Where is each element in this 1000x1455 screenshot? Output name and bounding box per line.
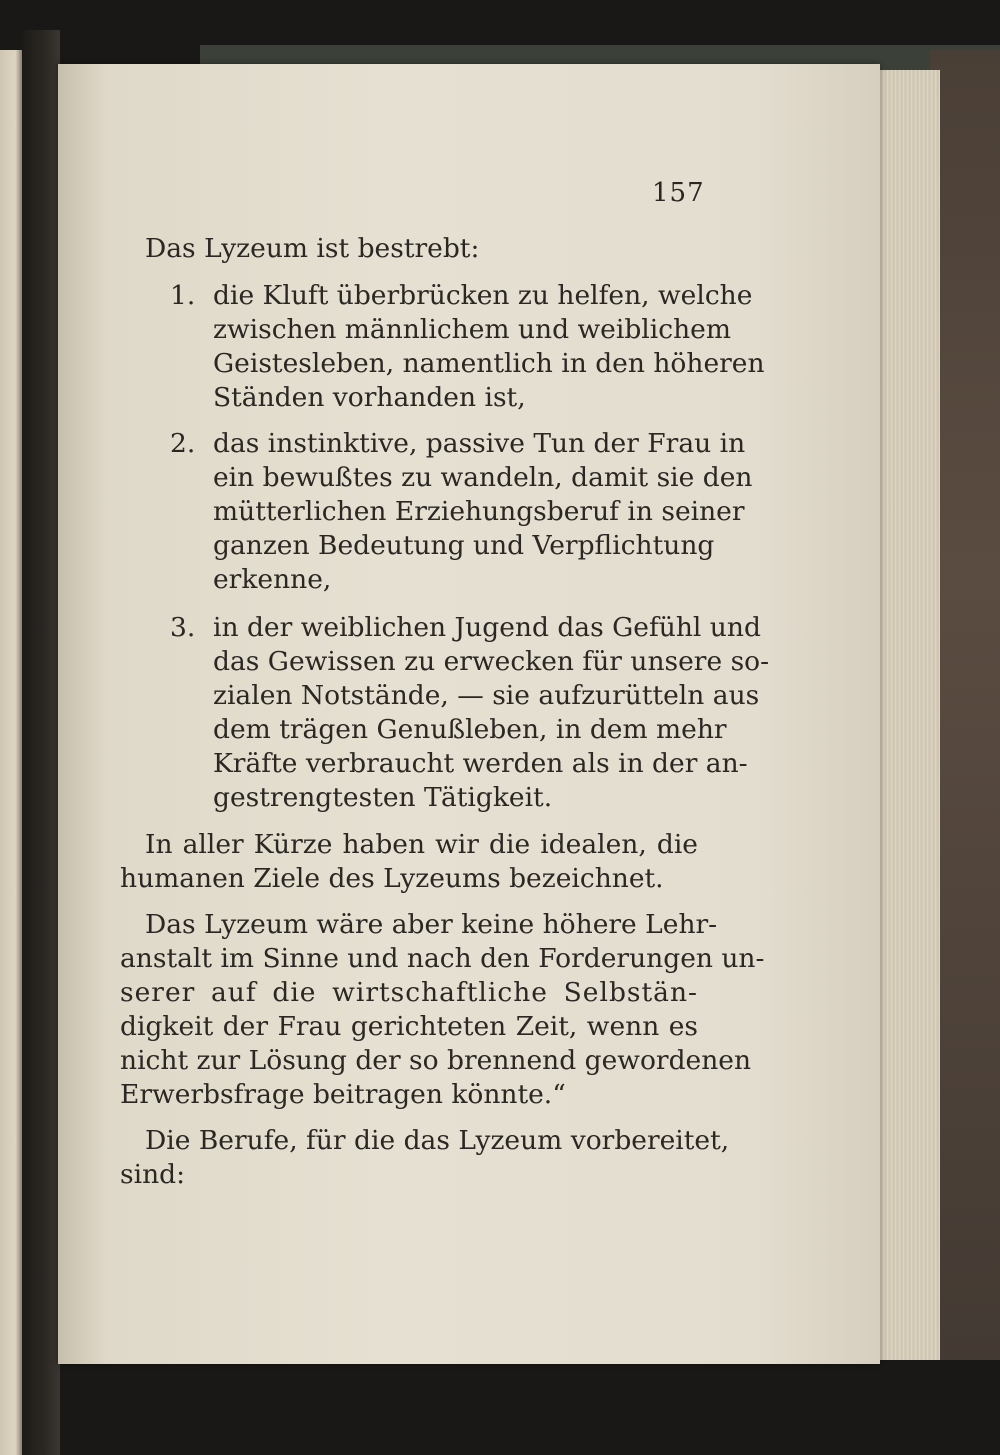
text-line: Ständen vorhanden ist, xyxy=(213,382,526,413)
text-line: digkeit der Frau gerichteten Zeit, wenn es xyxy=(120,1011,698,1042)
page-number: 157 xyxy=(652,178,705,208)
text-line: ein bewußtes zu wandeln, damit sie den xyxy=(213,462,753,493)
text-line: ganzen Bedeutung und Verpflichtung xyxy=(213,530,715,561)
text-line: in der weiblichen Jugend das Gefühl und xyxy=(213,612,761,643)
text-line: anstalt im Sinne und nach den Forderungen un- xyxy=(120,943,765,974)
text-line: Erwerbsfrage beitragen könnte.“ xyxy=(120,1079,566,1110)
text-line: nicht zur Lösung der so brennend gewordenen xyxy=(120,1045,752,1076)
text-line: mütterlichen Erziehungsberuf in seiner xyxy=(213,496,745,527)
page-stack-edges xyxy=(872,70,940,1360)
text-line: In aller Kürze haben wir die idealen, die xyxy=(145,829,698,860)
text-line: Das Lyzeum ist bestrebt: xyxy=(145,233,480,264)
text-line: erkenne, xyxy=(213,564,332,595)
text-line: zwischen männlichem und weiblichem xyxy=(213,314,731,345)
text-line: Kräfte verbraucht werden als in der an- xyxy=(213,748,748,779)
text-line: serer auf die wirtschaftliche Selbstän- xyxy=(120,977,698,1008)
text-line: gestrengtesten Tätigkeit. xyxy=(213,782,553,813)
text-line: das Gewissen zu erwecken für unsere so- xyxy=(213,646,770,677)
text-line: dem trägen Genußleben, in dem mehr xyxy=(213,714,727,745)
book-cover-right xyxy=(930,50,1000,1360)
book-gutter xyxy=(22,30,60,1455)
text-line: zialen Notstände, — sie aufzurütteln aus xyxy=(213,680,760,711)
page-text xyxy=(120,232,770,1192)
facing-page-edge xyxy=(0,50,22,1455)
text-line: das instinktive, passive Tun der Frau in xyxy=(213,428,746,459)
text-line: Die Berufe, für die das Lyzeum vorbereitet, xyxy=(145,1125,730,1156)
list-number: 3. xyxy=(170,612,196,643)
text-line: Das Lyzeum wäre aber keine höhere Lehr- xyxy=(145,909,718,940)
text-line: sind: xyxy=(120,1159,186,1190)
list-number: 2. xyxy=(170,428,196,459)
text-line: die Kluft überbrücken zu helfen, welche xyxy=(213,280,753,311)
text-line: Geistesleben, namentlich in den höheren xyxy=(213,348,765,379)
list-number: 1. xyxy=(170,280,196,311)
text-line: humanen Ziele des Lyzeums bezeichnet. xyxy=(120,863,664,894)
